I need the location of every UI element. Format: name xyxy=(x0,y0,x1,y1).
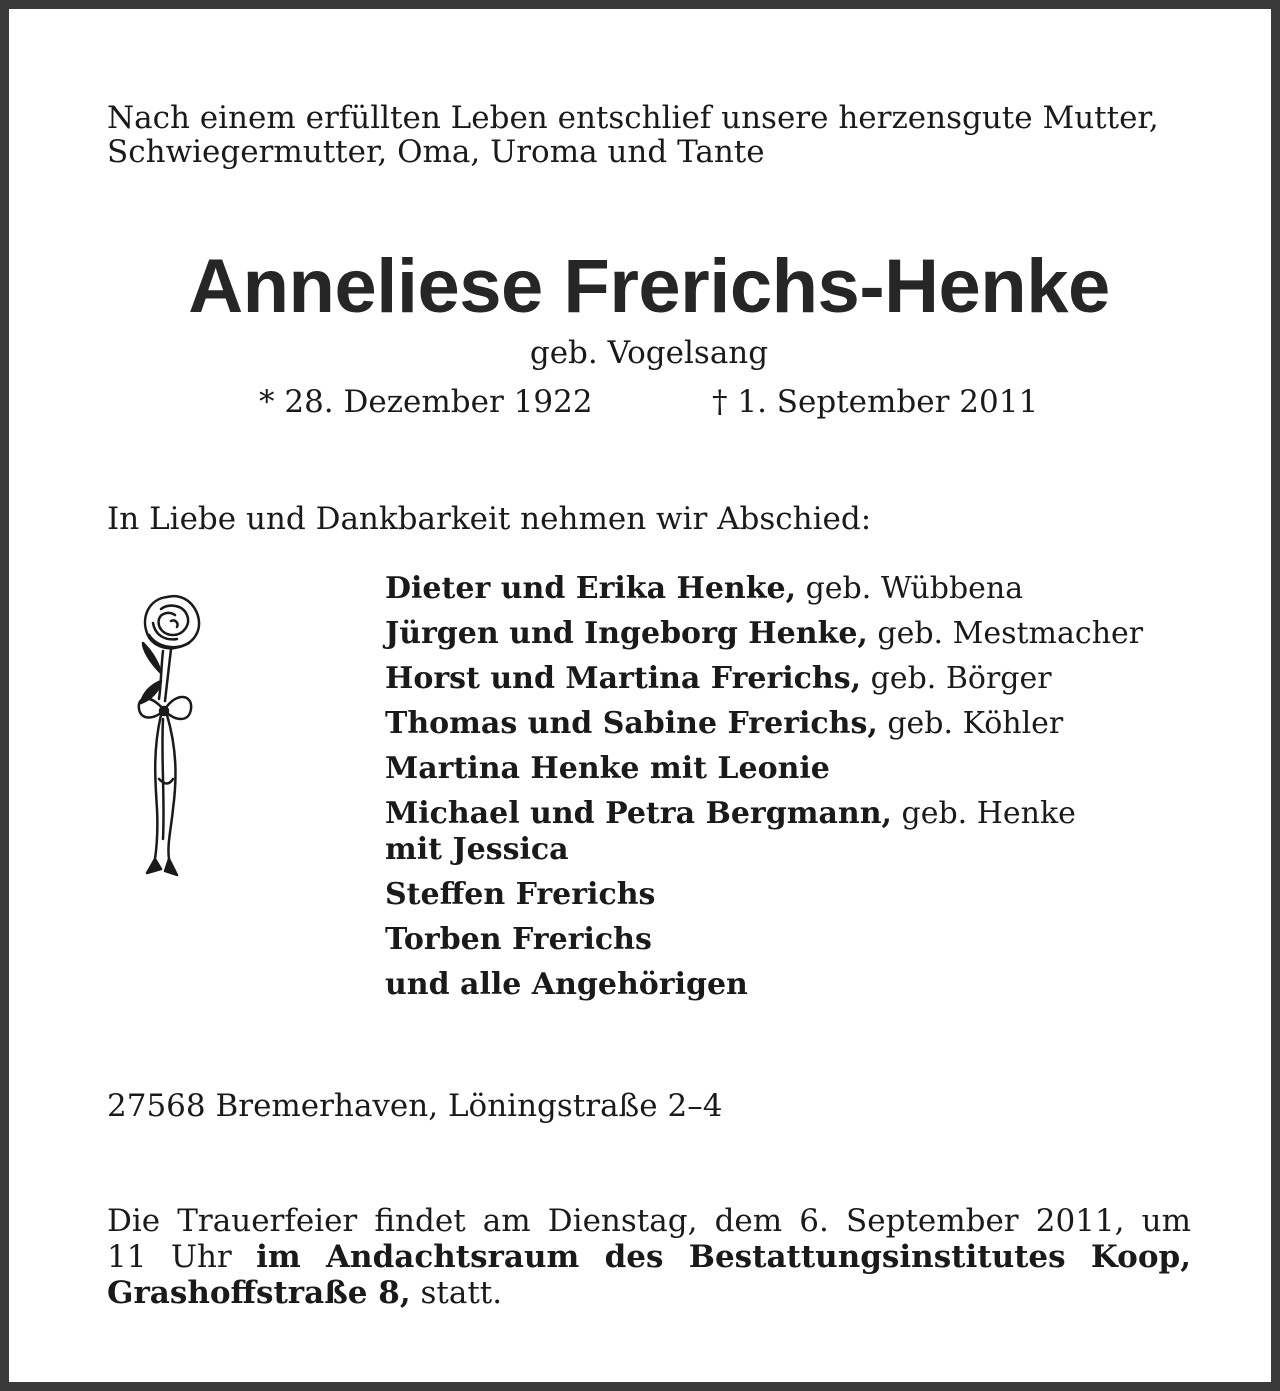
mourner-name: Thomas und Sabine Frerichs, xyxy=(385,706,878,741)
mourner-entry xyxy=(385,877,1143,913)
mourner-entry xyxy=(385,706,1143,742)
mourner-name: mit Jessica xyxy=(385,832,569,867)
mourner-maiden: geb. Mestmacher xyxy=(867,616,1144,651)
intro-line-1: Nach einem erfüllten Leben entschlief unsere herzensgute Mutter, xyxy=(107,100,1159,136)
funeral-end: statt. xyxy=(410,1275,503,1311)
mourner-entry xyxy=(385,661,1143,697)
funeral-line-2 xyxy=(107,1239,1191,1275)
mourner-maiden: geb. Börger xyxy=(861,661,1052,696)
maiden-name: geb. Vogelsang xyxy=(529,335,769,371)
mourner-entry xyxy=(385,922,1143,958)
mourner-name: Martina Henke mit Leonie xyxy=(385,751,830,786)
mourner-maiden: geb. Köhler xyxy=(877,706,1064,741)
mourner-name: Steffen Frerichs xyxy=(385,877,656,912)
mourner-entry xyxy=(385,832,1143,868)
mourner-name: Dieter und Erika Henke, xyxy=(385,571,797,606)
mourner-maiden: geb. Wübbena xyxy=(796,571,1024,606)
birth-date: * 28. Dezember 1922 xyxy=(259,384,593,420)
deceased-name: Anneliese Frerichs-Henke xyxy=(188,244,1110,329)
rose-icon xyxy=(131,589,211,881)
funeral-location: im Andachtsraum des Bestattungsinstitutes Koop, xyxy=(256,1239,1191,1275)
mourner-entry xyxy=(385,616,1143,652)
farewell-line: In Liebe und Dankbarkeit nehmen wir Abschied: xyxy=(107,501,872,537)
mourner-name: und alle Angehörigen xyxy=(385,967,748,1002)
mourner-entry xyxy=(385,571,1143,607)
funeral-line-1: Die Trauerfeier findet am Dienstag, dem 6. September 2011, um xyxy=(107,1203,1191,1239)
mourner-name: Michael und Petra Bergmann, xyxy=(385,796,892,831)
funeral-street: Grashoffstraße 8, xyxy=(107,1275,411,1311)
mourner-entry xyxy=(385,796,1143,832)
death-date: † 1. September 2011 xyxy=(712,384,1039,420)
funeral-time: 11 Uhr xyxy=(107,1239,257,1275)
funeral-details xyxy=(107,1203,1191,1311)
intro-line-2: Schwiegermutter, Oma, Uroma und Tante xyxy=(107,134,765,170)
funeral-line-3 xyxy=(107,1275,1191,1311)
mourner-entry xyxy=(385,967,1143,1003)
address-line: 27568 Bremerhaven, Löningstraße 2–4 xyxy=(107,1088,723,1124)
mourner-name: Jürgen und Ingeborg Henke, xyxy=(385,616,868,651)
mourner-name: Horst und Martina Frerichs, xyxy=(385,661,862,696)
mourners-list xyxy=(385,571,1143,1003)
mourner-name: Torben Frerichs xyxy=(385,922,652,957)
mourner-entry xyxy=(385,751,1143,787)
mourner-maiden: geb. Henke xyxy=(891,796,1076,831)
